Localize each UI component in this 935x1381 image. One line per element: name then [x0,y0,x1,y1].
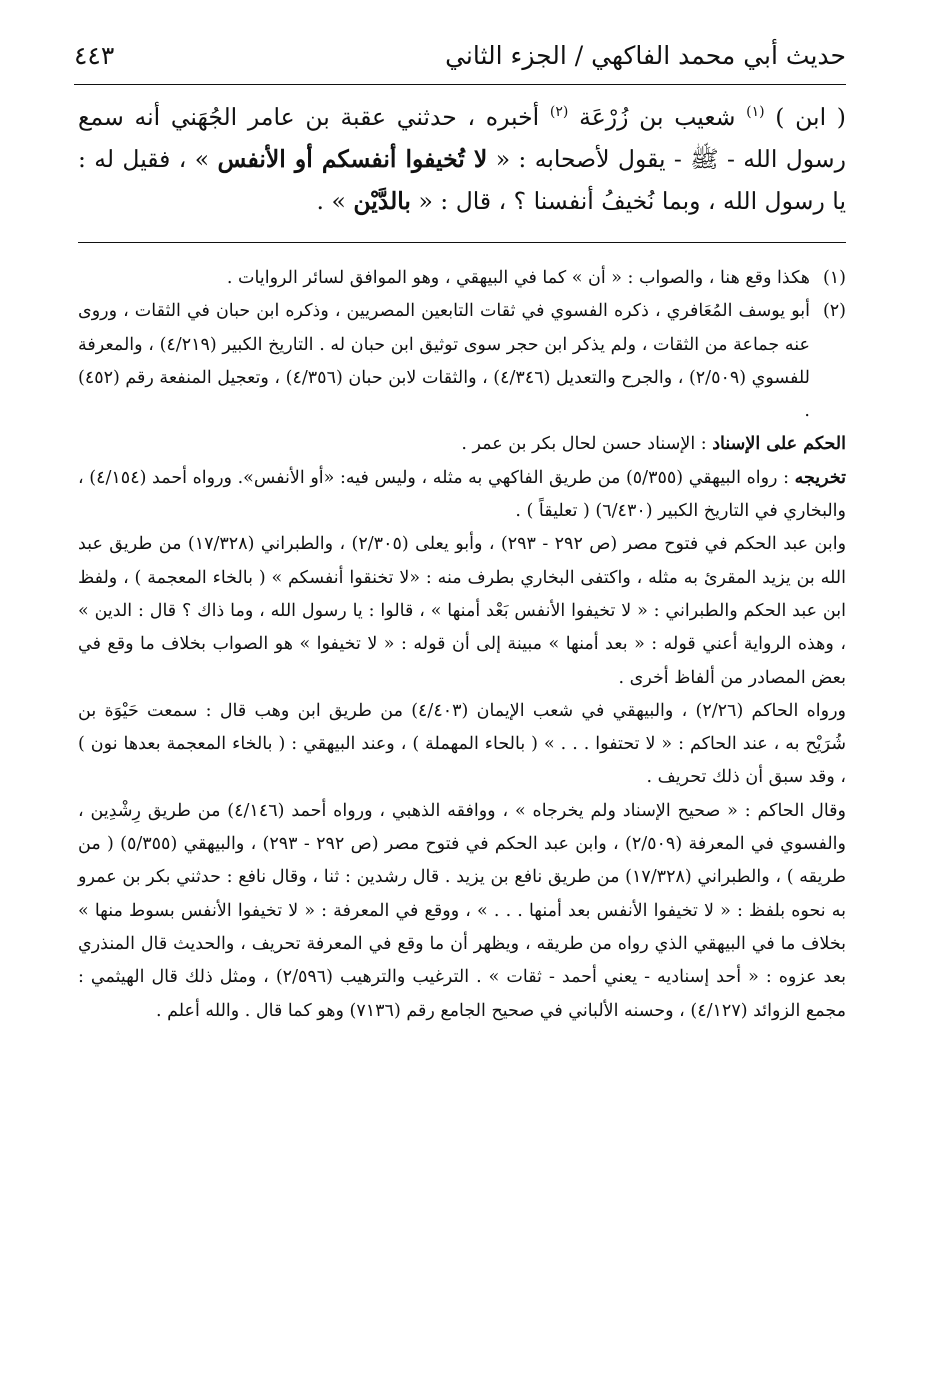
footnote-text: أبو يوسف المُعَافري ، ذكره الفسوي في ثقات التابعين المصريين ، وذكره ابن حبان في الثقات ، وروى عنه جماعة من الثقات ، ولم يذكر ابن حجر سوى توثيق ابن حبان له . التاريخ الكبير (٤/٢١٩) ، والمعرفة للفسوي (٢/٥٠٩) ، والجرح والتعديل (٤/٣٤٦) ، والثقات لابن حبان (٤/٣٥٦) ، وتعجيل المنفعة رقم (٤٥٢) . [77,301,810,422]
footnote-ref-2: (٢) [549,104,569,121]
hadith-paragraph [78,96,846,222]
footnotes-rule [78,242,846,243]
main-segment: » . [316,187,346,215]
header-rule [74,84,846,85]
footnote-number: (١) [822,268,846,288]
footnote-number: (٢) [822,301,846,322]
page-header [74,38,846,86]
takhrij-text: : رواه البيهقي (٥/٣٥٥) من طريق الفاكهي به مثله ، وليس فيه: «أو الأنفس». ورواه أحمد (٤/١٥٤) ، والبخاري في التاريخ الكبير (٦/٤٣٠) ( تعليقاً ) . [78,467,846,522]
main-segment: » ، فقيل له : يا رسول الله ، وبما نُخيفُ أنفسنا ؟ ، قال : « [78,145,846,215]
footnote-2 [78,295,846,428]
footnote-ref-1: (١) [746,104,765,121]
hadith-answer: بالدَّيْن [353,187,411,215]
main-text [78,96,846,222]
takhrij-label: تخريجه [794,467,846,488]
footnote-text: هكذا وقع هنا ، والصواب : « أن » كما في البيهقي ، وهو الموافق لسائر الروايات . [226,268,810,288]
footnotes [78,262,846,1028]
main-segment: ( ابن ) [775,103,846,131]
hadith-quote: لا تُخيفوا أنفسكم أو الأنفس [217,145,488,173]
main-segment: أخبره ، حدثني عقبة بن عامر الجُهَني أنه سمع رسول الله - ﷺ - يقول لأصحابه : « [78,103,846,173]
takhrij-paragraph-hakim: ورواه الحاكم (٢/٢٦) ، والبيهقي في شعب الإيمان (٤/٤٠٣) من طريق ابن وهب قال : سمعت حَيْوَة بن شُرَيْح به ، عند الحاكم : « لا تحتفوا . . . » ( بالحاء المهملة ) ، وعند البيهقي : ( بالخاء المعجمة بعدها نون ) ، وقد سبق أن ذلك تحريف . [78,700,846,788]
hukm-paragraph [78,428,846,461]
page-number: ٤٤٣ [74,41,115,70]
main-segment: شعيب بن زُرْعَة [579,103,736,131]
takhrij-paragraph [78,462,846,529]
takhrij-paragraph-hakim-said: وقال الحاكم : « صحيح الإسناد ولم يخرجاه » ، ووافقه الذهبي ، ورواه أحمد (٤/١٤٦) من طريق رِشْدِين ، والفسوي في المعرفة (٢/٥٠٩) ، وابن عبد الحكم في فتوح مصر (ص ٢٩٢ - ٢٩٣) ، والبيهقي (٥/٣٥٥) ( من طريقه ) ، والطبراني (١٧/٣٢٨) من طريق نافع بن يزيد . قال رشدين : ثنا ، وقال نافع : حدثني بكر بن عمرو به نحوه بلفظ : « لا تخيفوا الأنفس بعد أمنها . . . » ، ووقع في المعرفة : « لا تخيفوا الأنفس بسوط منها » بخلاف ما في البيهقي الذي رواه من طريقه ، ويظهر أن ما وقع في المعرفة تحريف ، والحديث قال المنذري بعد عزوه : « أحد إسناديه - يعني أحمد - ثقات » . الترغيب والترهيب (٢/٥٩٦) ، ومثل ذلك قال الهيثمي : مجمع الزوائد (٤/١٢٧) ، وحسنه الألباني في صحيح الجامع رقم (٧١٣٦) وهو كما قال . والله أعلم . [78,800,846,1021]
takhrij-paragraph-ibn-abd-alhakam: وابن عبد الحكم في فتوح مصر (ص ٢٩٢ - ٢٩٣) ، وأبو يعلى (٢/٣٠٥) ، والطبراني (١٧/٣٢٨) من طريق عبد الله بن يزيد المقرئ به مثله ، واكتفى البخاري بطرف منه : «لا تخنقوا أنفسكم » ( بالخاء المعجمة ) ، ولفظ ابن عبد الحكم والطبراني : « لا تخيفوا الأنفس بَعْد أمنها » ، قالوا : يا رسول الله ، وما ذاك ؟ قال : الدين » ، وهذه الرواية أعني قوله : « بعد أمنها » مبينة إلى أن قوله : « لا تخيفوا » هو الصواب بخلاف ما وقع في بعض المصادر من ألفاظ أخرى . [78,534,847,688]
footnote-1 [78,262,846,295]
hukm-label: الحكم على الإسناد [712,434,846,455]
hukm-text: : الإسناد حسن لحال بكر بن عمر . [461,434,707,455]
running-title: حديث أبي محمد الفاكهي / الجزء الثاني [445,41,846,70]
